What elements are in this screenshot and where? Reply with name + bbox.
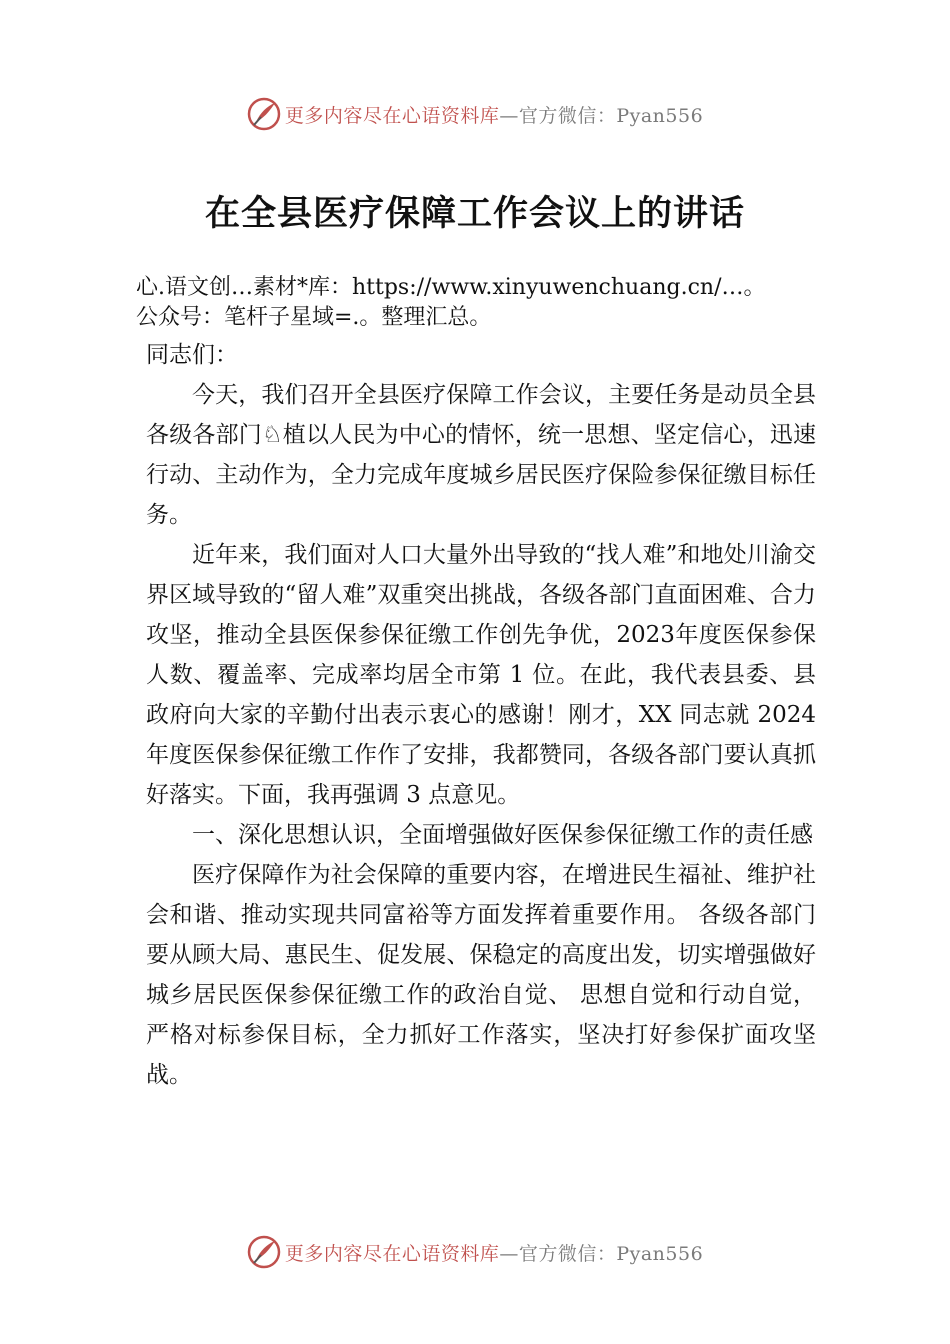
feather-pen-logo: [247, 97, 281, 131]
source-line-account: 公众号：笔杆子星域=.。整理汇总。: [136, 305, 492, 330]
feather-pen-logo: [247, 1235, 281, 1269]
document-title: 在全县医疗保障工作会议上的讲话: [204, 193, 745, 234]
banner-dash: —: [499, 1242, 519, 1265]
banner-main-text: 更多内容尽在心语资料库: [284, 1242, 500, 1265]
banner-text: [285, 101, 703, 128]
body-paragraph-3: 医疗保障作为社会保障的重要内容，在增进民生福祉、维护社会和谐、推动实现共同富裕等方面发挥着重要作用。 各级各部门要从顾大局、惠民生、促发展、保稳定的高度出发，切实增强做好城乡居民医保参保征缴工作的政治自觉、 思想自觉和行动自觉，严格对标参保目标，全力抓好工作落实，坚决打好参保扩面攻坚战。: [146, 862, 816, 1088]
footer-banner: [0, 1232, 950, 1272]
document-body: [146, 335, 816, 1095]
body-paragraph-1: 今天，我们召开全县医疗保障工作会议，主要任务是动员全县各级各部门♘植以人民为中心的情怀，统一思想、坚定信心，迅速行动、主动作为，全力完成年度城乡居民医疗保险参保征缴目标任务。: [146, 382, 816, 528]
banner-main-text: 更多内容尽在心语资料库: [284, 104, 500, 127]
header-banner: [0, 94, 950, 134]
banner-text: [285, 1239, 703, 1266]
body-paragraph-2: 近年来，我们面对人口大量外出导致的“找人难”和地处川渝交界区域导致的“留人难”双重突出挑战，各级各部门直面困难、合力攻坚，推动全县医保参保征缴工作创先争优，2023年度医保参保人数、覆盖率、完成率均居全市第 1 位。在此，我代表县委、县政府向大家的辛勤付出表示衷心的感谢！刚才，XX 同志就 2024 年度医保参保征缴工作作了安排，我都赞同，各级各部门要认真抓好落实。下面，我再强调 3 点意见。: [146, 542, 816, 808]
banner-dash: —: [499, 104, 519, 127]
source-line-website: 心.语文创…素材*库：https://www.xinyuwenchuang.cn/…。: [136, 275, 766, 300]
section-heading-1: 一、深化思想认识，全面增强做好医保参保征缴工作的责任感: [192, 822, 813, 848]
banner-contact-text: 官方微信：Pyan556: [518, 1242, 704, 1265]
source-note: [136, 273, 765, 333]
banner-contact-text: 官方微信：Pyan556: [518, 104, 704, 127]
salutation: 同志们：: [146, 342, 238, 368]
